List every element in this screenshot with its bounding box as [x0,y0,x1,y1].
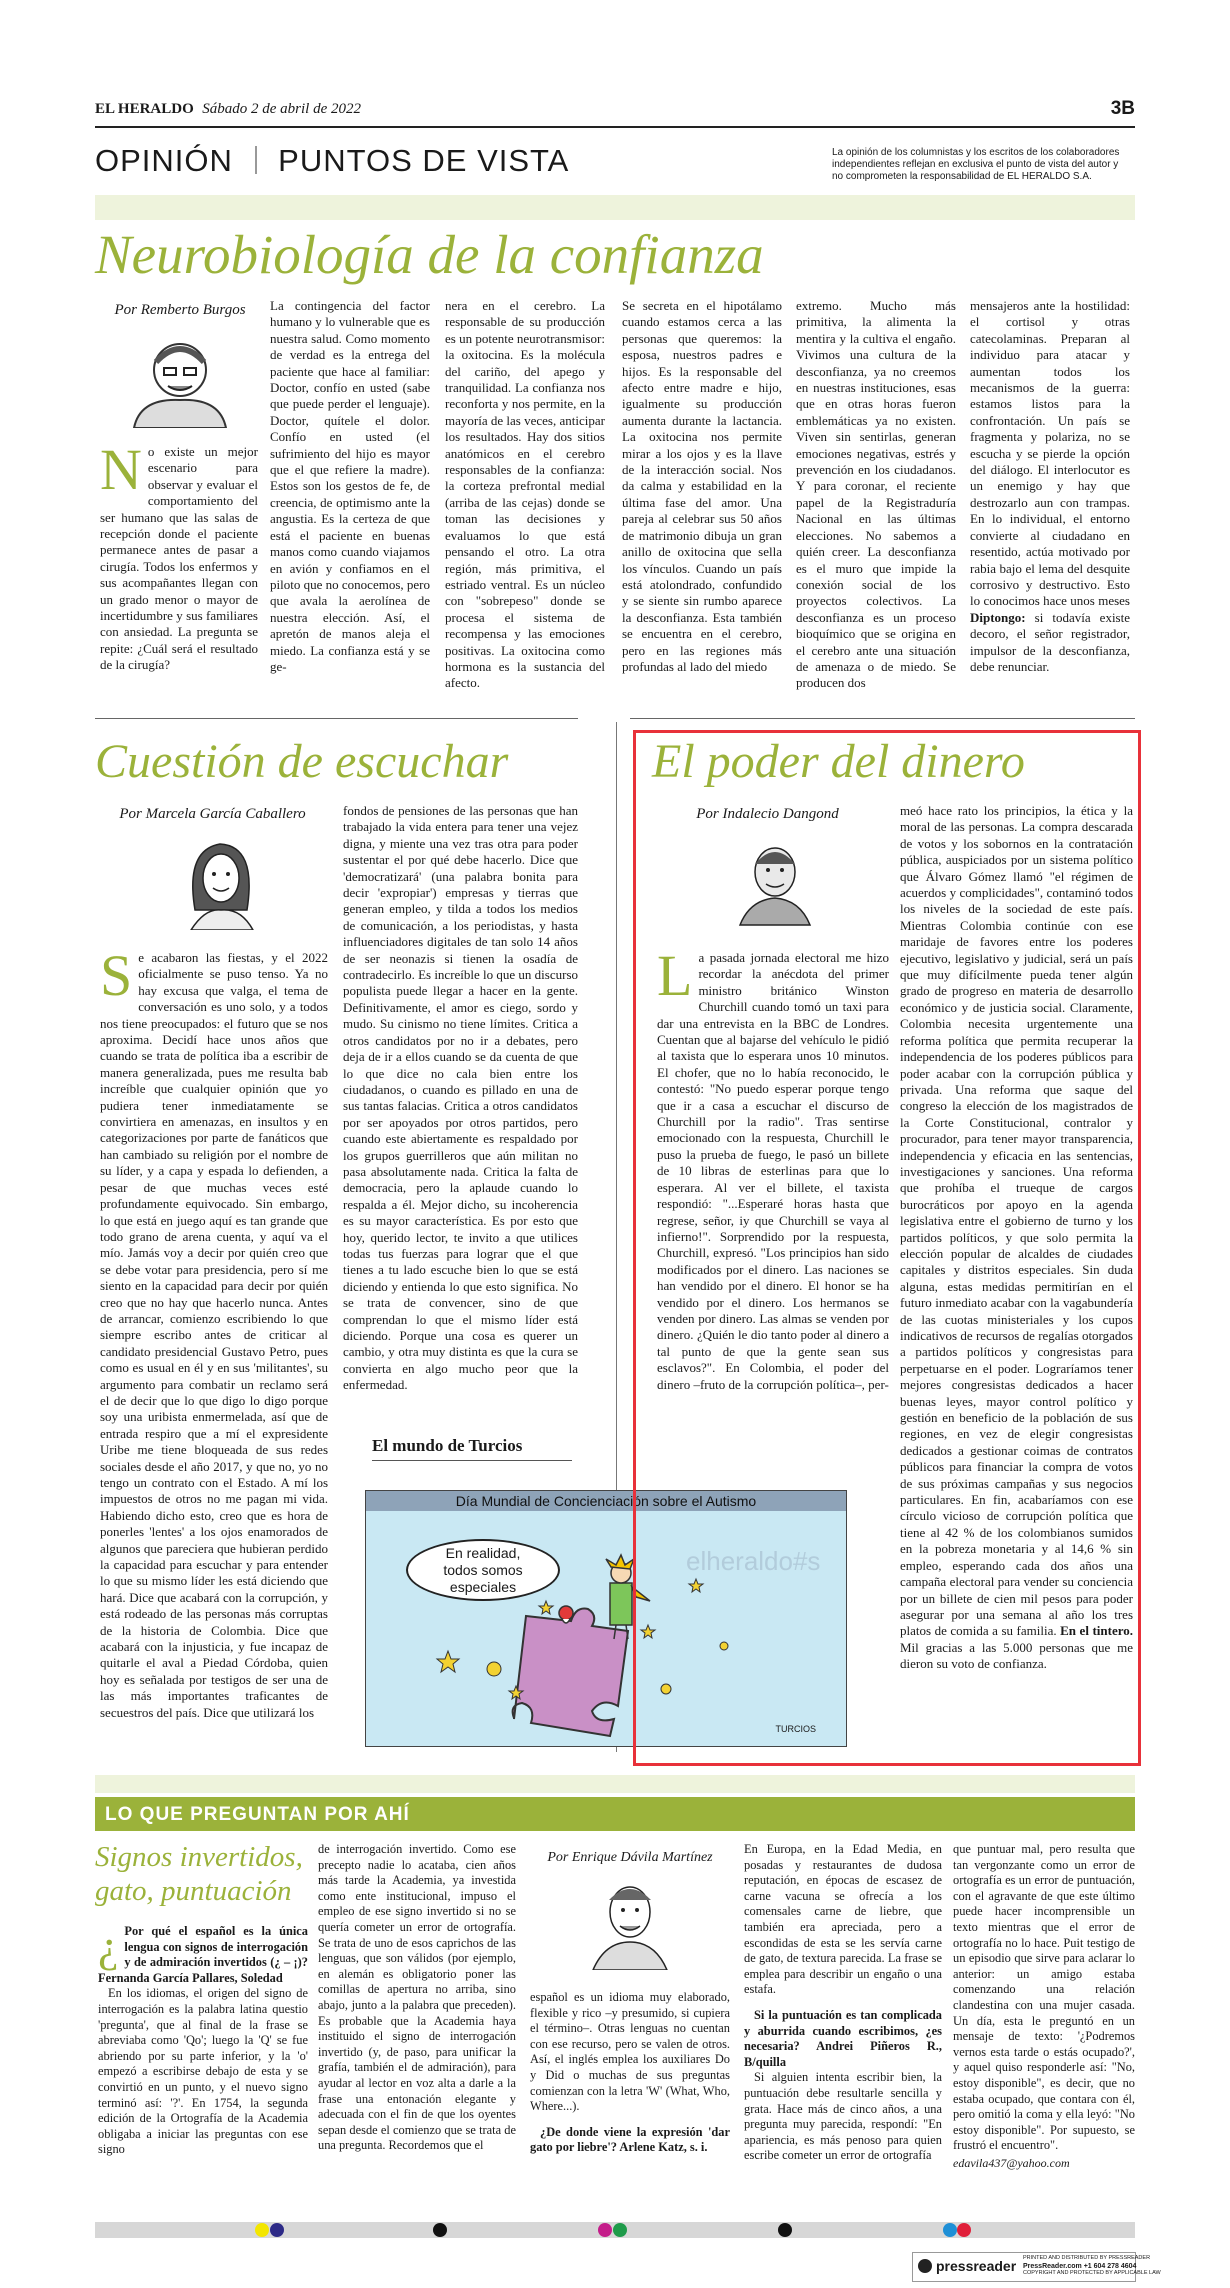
author-portrait-dangond [720,830,830,930]
pressreader-line3: COPYRIGHT AND PROTECTED BY APPLICABLE LAW [1023,2270,1161,2276]
mark-green [613,2223,627,2237]
bottom-byline: Por Enrique Dávila Martínez [547,1850,713,1865]
article3-tintero-label: En el tintero. [1060,1623,1134,1639]
cartoon-watermark: elheraldo#s [686,1546,821,1576]
bottom-top-band [95,1775,1135,1793]
article2-col2: fondos de pensiones de las personas que han trabajado la vida entera para tener una vejez digna, y miente una vez tras otra para poder sustentar el por qué debe hacerlo. Dice que 'democratizará' (una palabra bonita para decir 'expropiar') empresas y tierras que generan empleo, y tilda a todos los medios de comunicación, a los periodistas, y hasta influenciadores digitales de tan solo 14 años de ser neonazis si tienen la osadía de contradecirlo. Es increíble lo que un discurso populista puede llegar a hacer en la gente. Definitivamente, el amor es ciego, sordo y mudo. Su cinismo no tiene límites. Critica a otros candidatos por no ir a debates, pero deja de ir a ellos cuando se da cuenta de que lo que dice no cala bien entre los ciudadanos, o cuando es pillado en una de sus tantas falacias. Critica a otros candidatos por ser apoyados por otros partidos, pero cuando este abiertamente es respaldado por los grupos guerrilleros que aún militan no pasa absolutamente nada. Critica la falta de democracia, pero la aplaude cuando lo respalda a él. Mejor dicho, su incoherencia es su mayor característica. Es por esto que hoy, querido lector, te invito a que utilices todas tus fuerzas para lograr que el que tienes a tu lado escuche bien lo que se está diciendo y entienda lo que esto significa. No se trata de convencer, sino de que comprendan lo que el mismo líder está diciendo. Porque una cosa es querer un cambio, y otra muy distinta es que la cura se convierta en algo mucho peor que la enfermedad. [343,803,579,1393]
header-rule [95,126,1135,128]
article-separator-right [630,718,1135,719]
cartoon-section-title: El mundo de Turcios [372,1436,523,1455]
bottom-col3-text: español es un idioma muy elaborado, flexible y rico –y presumido, si cupiera el término–. Otras lenguas no cuentan con ese recurso, pero se valen de otros. Así, el inglés emplea los auxiliares Do y Did o muchas de sus preguntas comienzan con la letra 'W' (What, Who, Where...). [530,1990,730,2114]
cartoon-banner: Día Mundial de Concienciación sobre el Autismo [366,1491,846,1511]
pressreader-info [1023,2255,1161,2278]
bottom-email: edavila437@yahoo.com [953,2155,1070,2170]
article1-col2: La contingencia del factor humano y lo vulnerable que es nuestra salud. Como momento de verdad es la entrega del paciente que hace al familiar: Doctor, confío en usted (sabe que puede perder el lenguaje). Doctor, quítele el dolor. Confío en usted (el sufrimiento del hijo es mayor que el que refiere la madre). Estos son los gestos de fe, de creencia, de optimismo ante la angustia. Es la certeza de que está el paciente en buenas manos como cuando viajamos en avión y confiamos en el piloto que no conocemos, pero que avala la aerolínea de nuestra elección. Así, el apretón de manos aleja el miedo. La confianza está y se ge- [270,298,430,674]
article3-col2 [900,803,1133,1673]
pressreader-logo: pressreader [936,2258,1017,2274]
color-registration-bar [95,2222,1135,2238]
article1-col1 [100,437,258,674]
article1-col1-text: o existe un mejor escenario para observar y evaluar el comportamiento del ser humano que las salas de recepción donde el paciente permanece antes de pasar a cirugía. Todos los enfermos y sus acompañantes llegan con un grado menor o mayor de incertidumbre y sus familiares con ansiedad. La pregunta se repite: ¿Cuál será el resultado de la cirugía? [100,444,258,673]
article2-byline: Por Marcela García Caballero [119,806,306,822]
pressreader-stamp [912,2252,1161,2282]
bottom-col3 [530,1990,730,2156]
bottom-title: Signos invertidos, gato, puntuación [95,1841,303,1907]
article1-col6-end: si todavía existe decoro, el señor registrador, impulsor de la desconfianza, debe renunciar. [970,609,1131,674]
article1-dropcap: N [100,437,142,502]
registration-marks [95,2223,1135,2237]
section-divider [255,146,257,174]
mark-black-2 [778,2223,792,2237]
paper-name: EL HERALDO [95,101,194,117]
cartoon-signature: TURCIOS [775,1724,816,1734]
cartoon-rule [372,1460,572,1461]
article2-col1 [100,943,328,1721]
pressreader-icon [918,2259,932,2273]
author-portrait-garcia [165,830,275,930]
bottom-col1: En los idiomas, el origen del signo de interrogación es la palabra latina questio 'pregunta', que al final de la frase se abreviaba como 'Qo'; luego la 'Q' se fue abriendo por su parte inferior, y la 'o' empezó a escribirse debajo de esta y se convirtió en un punto, y el nuevo signo terminó así: '?'. En 1754, la segunda edición de la Ortografía de la Academia obligaba a iniciar las preguntas con ese signo [98,1986,308,2157]
article3-col1-text: a pasada jornada electoral me hizo recordar la anécdota del primer ministro británico Winston Churchill cuando tomó un taxi para dar una entrevista en la BBC de Londres. Cuentan que al bajarse del vehículo le pidió al taxista que lo esperara unos 10 minutos. El chofer, que no lo había reconocido, le contestó: "No puedo esperar porque tengo que ir a casa a escuchar el discurso de Churchill por la radio". Tras sentirse emocionado con la respuesta, Churchill le puso la prueba de fuego, le pasó un billete de 10 libras de esterlinas para que lo esperara. Al ver el billete, el taxista respondió: "...Esperaré horas hasta que regrese, señor, iy que Churchill se vaya al infierno!". Sorprendido por la respuesta, Churchill, expresó. "Los principios han sido modificados por el dinero. Las naciones se han vendido por el dinero. El honor se ha vendido por el dinero. Los hermanos se venden por dinero. Las almas se venden por dinero. ¿Quién le dio tanto poder al dinero a tal punto de que la gente sean sus esclavos?". En Colombia, el poder del dinero –fruto de la corrupción política–, per- [657,950,889,1392]
article3-col2-end: Mil gracias a las 5.000 personas que me dieron su voto de confianza. [900,1639,1133,1672]
issue-date: Sábado 2 de abril de 2022 [202,101,361,117]
author-portrait-burgos [120,328,240,428]
article1-col6 [970,298,1130,675]
bottom-q1-block [98,1920,308,2158]
article3-col2-text: meó hace rato los principios, la ética y la moral de las personas. La compra descarada de votos y los sobornos en la contratación pública, auspiciados por un sistema político que Álvaro Gómez llamó "el régimen de acuerdos y complicidades", contaminó todos los niveles de la sociedad de este país. Mientras Colombia continúe con ese maridaje de favores entre los poderes ejecutivo, legislativo y judicial, será un país que muy difícilmente pueda tener algún grado de progreso en materia de desarrollo económico y de justicia social. Claramente, Colombia necesita urgentemente una reforma política que permita recuperar la independencia de los poderes públicos para poder acabar con la corrupción pública y privada. Una reforma que saque del congreso la elección de los magistrados de la Corte Constitucional, contralor y procurador, para tener mayor transparencia, independencia y eficacia en las sentencias, investigaciones y sanciones. Una reforma que prohíba el trueque de cargos burocráticos por apoyo en la agenda legislativa entre el gobierno de turno y los partidos políticos, y que solo permita la elección popular de alcaldes de ciudades capitales y distritos especiales. Sin duda alguna, estas medidas permitirían en el futuro inmediato acabar con la vagabundería de las cuotas ministeriales y los cupos indicativos de recursos de regalías otorgados a partidos políticos y congresistas para perpetuarse en el poder. Lograríamos tener mejores congresistas dedicados a hacer buenas leyes, mayor control político y gestión en beneficio de la población de sus regiones, en vez de elegir congresistas dedicados a gestionar coimas de contratos públicos para financiar la compra de votos de sus próximas campañas y sus negocios particulares. En fin, acabaríamos con ese círculo vicioso de corrupción política que tiene al 42 % de los colombianos sumidos en la pobreza monetaria y al 14,6 % sin empleo, esperando cada dos años una campaña electoral para vender su conciencia por un billete de cien mil pesos para poder asegurar por una semana al año los tres platos de comida a su familia. [900,803,1133,1639]
bottom-dropcap: ¿ [98,1920,119,1971]
mark-red [957,2223,971,2237]
section-heading [95,143,569,183]
article3-title: El poder del dinero [652,735,1025,788]
bottom-col5-text: que puntuar mal, pero resulta que tan vergonzante como un error de ortografía es un error de puntuación, con el agravante de que este último puede hacer incomprensible un texto mientras que el error de ortografía no lo hace. Puit testigo de un episodio que sirve para aclarar lo anterior: un amigo estaba comenzando una relación clandestina con una mujer casada. Un día, esta le preguntó en un mensaje de texto: '¿Podremos vernos esta tarde o estás ocupado?', y aquel quiso responderle así: "No, estoy disponible", es decir, que no estaba ocupado, que contara con él, pero omitió la coma y ella leyó: "No estoy disponible". Por supuesto, se frustró el encuentro". [953,1842,1135,2153]
article2-title: Cuestión de escuchar [95,735,509,788]
author-portrait-davila [575,1870,685,1970]
masthead [95,100,1135,122]
bottom-col4b: Si alguien intenta escribir bien, la puntuación debe resultarle sencilla y grata. Hace más de cinco años, a una pregunta muy parecida, respondí: "En apariencia, es más penoso para quien escribe cometer un error de ortografía [744,2070,942,2163]
article2-col1-text: e acabaron las fiestas, y el 2022 oficialmente se puso tenso. Ya no hay excusa que valga, el tema de conversación es uno solo, y a todos nos tiene preocupados: el futuro que se nos aproxima. Decidí hace unos años que cuando se trata de política iba a escribir de manera generalizada, pues me resulta bab increíble que cualquier opinión que yo pudiera tener inmediatamente se convirtiera en amenazas, en insultos y en categorizaciones por parte de fanáticos que han cambiado su religión por el nombre de su líder, y a capa y espada lo defienden, a pesar de que muchas veces esté profundamente equivocado. Sin embargo, lo que está en juego aquí es tan grande que todo grano de arena cuenta, y aquí va el mío. Jamás voy a decir por quién creo que se debe votar para presidencia, pero sí me siento en la capacidad para decir por quién creo que no hay que hacerlo nunca. Antes de arrancar, comienzo escribiendo lo que siempre escribo antes de criticar al candidato presidencial Gustavo Petro, pues como es usual en él y en sus 'militantes', su argumento para combatir un reclamo será el de decir que lo que digo lo digo porque soy una uribista enmermelada, así que de entrada respiro que a mí el expresidente Uribe me tiene bloqueada de sus redes sociales desde el año 2017, y que no, yo no tengo un contrato con el Estado. A mí los impuestos de otros no me pagan mi vida. Habiendo dicho esto, creo que es hora de ponerles 'lentes' a los ojos enamorados de algunos que pareciera que hubieran perdido la capacidad para escuchar y para entender lo que su mismo líder les está diciendo que hará. Dice que acabará con la corrupción, y está rodeado de las personas más corruptas de la historia de Colombia. Dice que acabará con la injusticia, y fue incapaz de quitarle el aval a Piedad Córdoba, quien hoy es señalada por testigos de ser una de las más importantes traficantes de secuestros del país. Dice que utilizará los [100,950,328,1720]
bottom-q1: Por qué el español es la única lengua con signos de interrogación y de admiración invertidos (¿ – ¡)? Fernanda García Pallares, Soledad [98,1924,308,1985]
bottom-col2: de interrogación invertido. Como ese precepto nadie lo acataba, cien años más tarde la Academia, ya investida como ente institucional, impuso el empleo de ese signo invertido si no se quería cometer un error de ortografía. Se trata de uno de esos caprichos de las lenguas, que son válidos (por ejemplo, en alemán es obligatorio poner las comillas de apertura no arriba, sino abajo, junto a la palabra que preceden). Es probable que la Academia haya instituido el signo de interrogación invertido (y, de paso, para unificar la grafía, también el de admiración), para ayudar al lector en voz alta a darle a la frase una entonación elegante y adecuada con el fin de que los oyentes sepan desde el comienzo que se trata de una pregunta. Recordemos que el [318,1842,516,2153]
mark-black [433,2223,447,2237]
article3-dropcap: L [657,943,693,1008]
article1-col5: extremo. Mucho más primitiva, la alimenta la mentira y la cultiva el engaño. Vivimos una cultura de la desconfianza, ya no creemos en nuestras instituciones, esas que en otras horas fueron emblemáticas ya no existen. Viven sin sentirlas, generan emociones negativas, estrés y prevención en los ciudadanos. Y para coronar, el reciente papel de la Registraduría Nacional en las últimas elecciones. No sabemos a quién creer. La desconfianza es el muro que impide la conexión social de los proyectos colectivos. La desconfianza es un proceso bioquímico que se origina en el cerebro ante una situación de amenaza o de miedo. Se producen dos [796,298,956,691]
mark-cyan [943,2223,957,2237]
page-number: 3B [1110,98,1135,119]
bottom-banner-title: LO QUE PREGUNTAN POR AHÍ [105,1804,410,1825]
section-band [95,195,1135,220]
article3-byline: Por Indalecio Dangond [696,806,839,822]
article1-title: Neurobiología de la confianza [95,224,764,285]
disclaimer: La opinión de los columnistas y los escritos de los colaboradores independientes reflejan en exclusiva el punto de vista del autor y no comprometen la responsabilidad de EL HERALDO S.A. [832,147,1120,182]
mark-magenta [598,2223,612,2237]
mark-yellow [255,2223,269,2237]
mark-blue [270,2223,284,2237]
bottom-q2: ¿De donde viene la expresión 'dar gato por liebre'? Arlene Katz, s. i. [530,2124,730,2155]
article-separator [95,718,578,719]
article1-col4: Se secreta en el hipotálamo cuando estamos cerca a las personas que queremos: la esposa, nuestros padres e hijos. Es la responsable del afecto entre madre e hijo, igualmente su producción aumenta durante la lactancia. La oxitocina nos permite mirar a los ojos y es la llave de la interacción social. Nos da calma y estabilidad en la última fase del amor. Una pareja al celebrar sus 50 años de matrimonio dibuja un gran anillo de oxitocina que sella los vínculos. Cuando un país está atolondrado, confundido y se siente sin rumbo aparece la desconfianza. Esta también se encuentra en el cerebro, pero en las regiones más profundas al lado del miedo [622,298,782,674]
subsection-title: PUNTOS DE VISTA [278,143,570,178]
bottom-q3: Si la puntuación es tan complicada y aburrida cuando escribimos, ¿es necesaria? Andrei Piñeros R., B/quilla [744,2007,942,2069]
section-title: OPINIÓN [95,143,233,178]
puzzle-piece [513,1609,628,1737]
bottom-col5 [953,1842,1135,2171]
article1-col6-text: mensajeros ante la hostilidad: el cortisol y otras catecolaminas. Preparan al individuo para atacar y aumentan todos los mecanismos de la guerra: estamos listos para la confrontación. Un país se fragmenta y polariza, no se escucha y se pierde la opción del diálogo. El interlocutor es un enemigo y hay que destrozarlo aun con trampas. En lo individual, el entorno convierte al ciudadano en resentido, actúa motivado por rabia bajo el lema del desquite corrosivo y destructivo. Esto lo conocimos hace unos meses [970,298,1130,609]
article2-dropcap: S [100,943,133,1008]
pressreader-line2: PressReader.com +1 604 278 4604 [1023,2262,1137,2270]
article3-col1 [657,943,889,1393]
article1-byline: Por Remberto Burgos [114,302,246,318]
cartoon-bubble-text: En realidad, todos somos especiales [443,1544,523,1595]
bottom-banner [95,1797,1135,1831]
pressreader-line1: PRINTED AND DISTRIBUTED BY PRESSREADER [1023,2255,1151,2261]
article1-col3: nera en el cerebro. La responsable de su producción es un potente neurotransmisor: la oxitocina. Es la molécula del cariño, del apego y tranquilidad. La confianza nos reconforta y nos permite, en la mayoría de las veces, anticipar los resultados. Hay dos sitios anatómicos en el cerebro responsables de la confianza: la corteza prefrontal medial (arriba de las cejas) donde se toman las decisiones y evaluamos lo que está pensando el otro. La otra región, más primitiva, el estriado ventral. Es un núcleo con "sobrepeso" donde se procesa el sistema de recompensa y las emociones positivas. La oxitocina como hormona es la sustancia del afecto. [445,298,605,691]
article1-diptongo-label: Diptongo: [970,609,1026,625]
bottom-col4 [744,1842,942,2164]
bottom-col4-text: En Europa, en la Edad Media, en posadas y restaurantes de dudosa reputación, en épocas de escasez de carne vacuna se ofrecía a los comensales carne de liebre, que también era apreciada, pero a escondidas de esta se les servía carne de gato, de textura parecida. La frase se emplea para describir un engaño o una estafa. [744,1842,942,1997]
